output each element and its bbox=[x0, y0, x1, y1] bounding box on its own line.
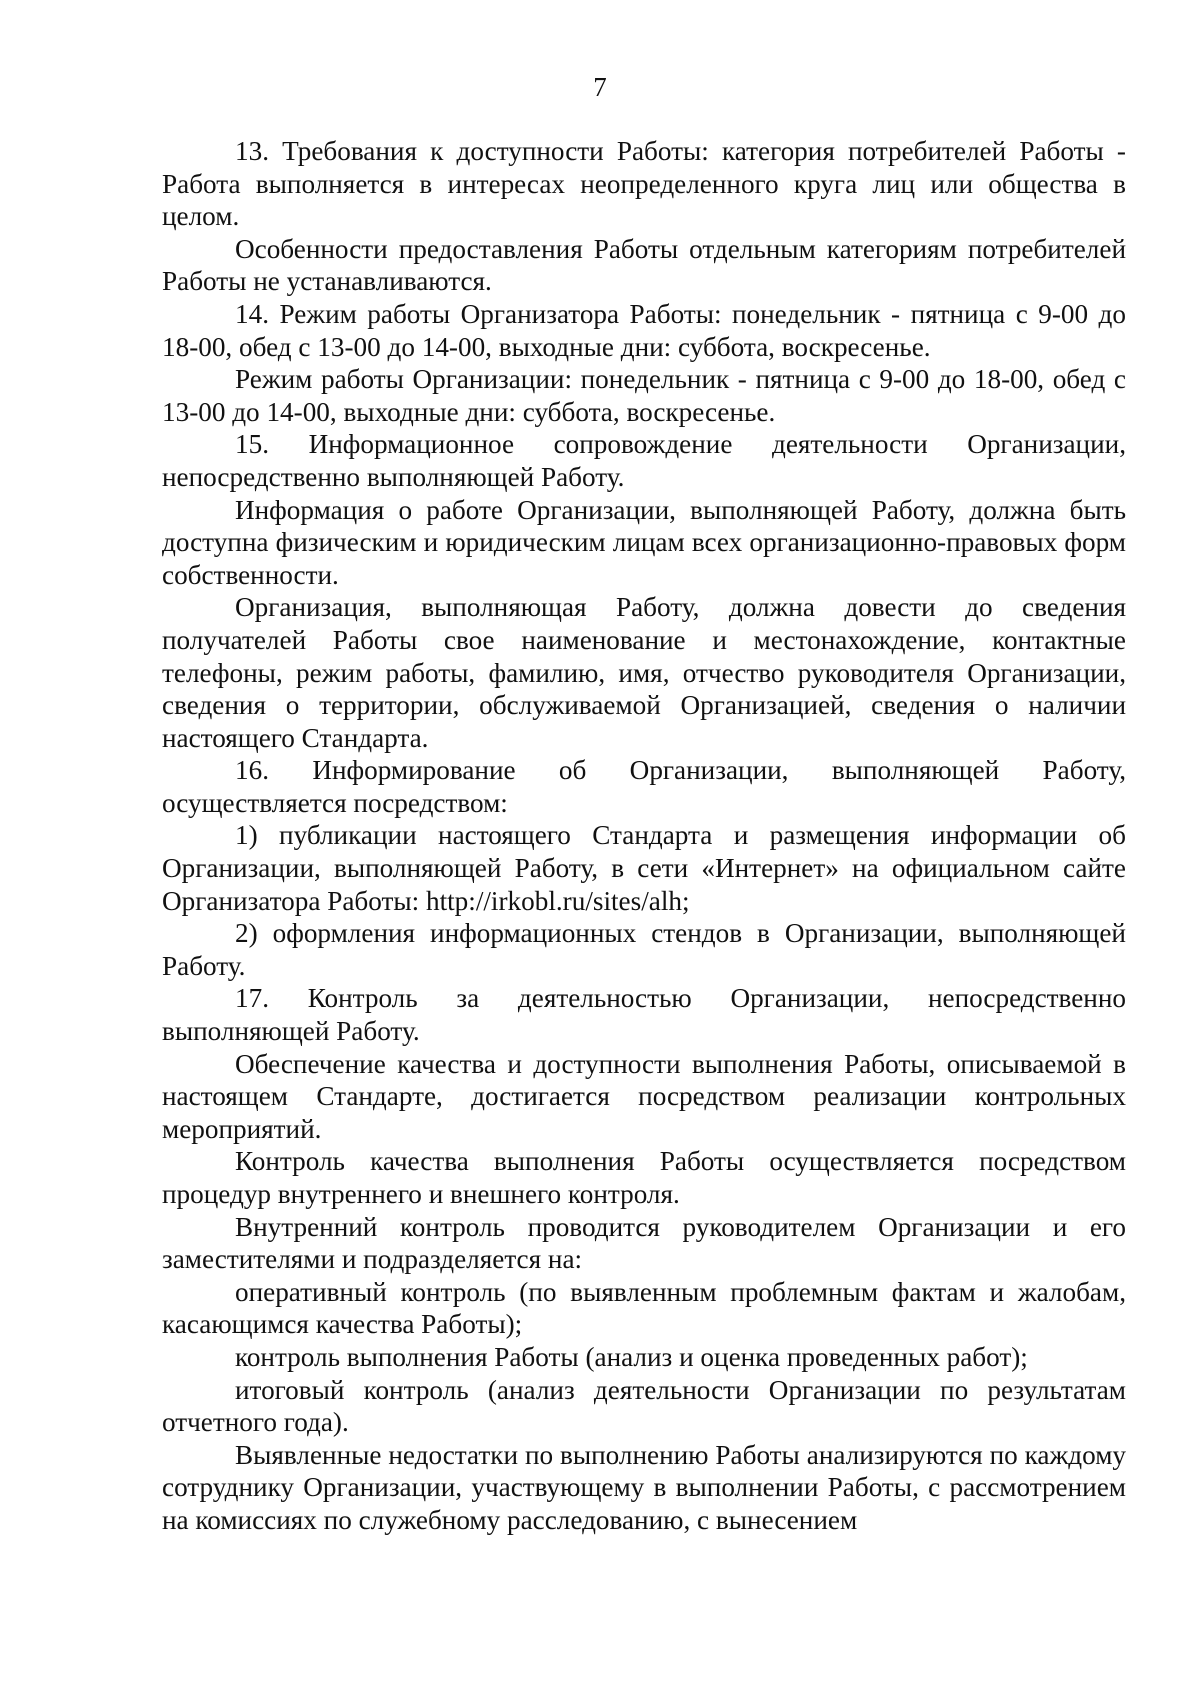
page-number: 7 bbox=[593, 72, 607, 102]
paragraph-quality-control: Контроль качества выполнения Работы осуществляется посредством процедур внутреннего и внешнего контроля. bbox=[162, 1146, 1126, 1209]
paragraph-info-availability: Информация о работе Организации, выполняющей Работу, должна быть доступна физическим и юридическим лицам всех организационно-правовых форм собственности. bbox=[162, 494, 1126, 590]
list-item-execution-control: контроль выполнения Работы (анализ и оценка проведенных работ); bbox=[235, 1341, 1028, 1372]
paragraph-13-accessibility: 13. Требования к доступности Работы: категория потребителей Работы - Работа выполняется в интересах неопределенного круга лиц или общества в целом. bbox=[162, 136, 1126, 232]
paragraph-quality-assurance: Обеспечение качества и доступности выполнения Работы, описываемой в настоящем Стандарте, достигается посредством реализации контрольных мероприятий. bbox=[162, 1048, 1126, 1144]
paragraph-14-organizer-hours: 14. Режим работы Организатора Работы: понедельник - пятница с 9-00 до 18-00, обед с 13-00 до 14-00, выходные дни: суббота, воскресенье. bbox=[162, 298, 1126, 362]
list-item-publication: 1) публикации настоящего Стандарта и размещения информации об Организации, выполняющей Работу, в сети «Интернет» на официальном сайте Организатора Работы: http://irkobl.ru/sites/alh; bbox=[162, 820, 1126, 916]
list-item-info-stands: 2) оформления информационных стендов в Организации, выполняющей Работу. bbox=[162, 918, 1126, 981]
list-item-operational-control: оперативный контроль (по выявленным проблемным фактам и жалобам, касающимся качества Работы); bbox=[162, 1276, 1126, 1340]
paragraph-organization-hours: Режим работы Организации: понедельник - пятница с 9-00 до 18-00, обед с 13-00 до 14-00, выходные дни: суббота, воскресенье. bbox=[162, 364, 1126, 427]
paragraph-deficiencies: Выявленные недостатки по выполнению Работы анализируются по каждому сотруднику Организации, участвующему в выполнении Работы, с рассмотрением на комиссиях по служебному расследованию, с вынесением bbox=[162, 1439, 1126, 1535]
list-item-final-control: итоговый контроль (анализ деятельности Организации по результатам отчетного года). bbox=[162, 1374, 1126, 1438]
paragraph-special-categories: Особенности предоставления Работы отдельным категориям потребителей Работы не устанавливаются. bbox=[162, 233, 1126, 297]
paragraph-17-control: 17. Контроль за деятельностью Организации, непосредственно выполняющей Работу. bbox=[162, 983, 1126, 1047]
paragraph-info-disclosure: Организация, выполняющая Работу, должна довести до сведения получателей Работы свое наименование и местонахождение, контактные телефоны, режим работы, фамилию, имя, отчество руководителя Организации, сведения о территории, обслуживаемой Организацией, сведения о наличии настоящего Стандарта. bbox=[162, 592, 1126, 753]
document-body bbox=[162, 135, 1126, 1537]
paragraph-internal-control: Внутренний контроль проводится руководителем Организации и его заместителями и подразделяется на: bbox=[162, 1211, 1126, 1275]
paragraph-15-info-support: 15. Информационное сопровождение деятельности Организации, непосредственно выполняющей Работу. bbox=[162, 429, 1126, 492]
paragraph-16-informing: 16. Информирование об Организации, выполняющей Работу, осуществляется посредством: bbox=[162, 755, 1126, 818]
